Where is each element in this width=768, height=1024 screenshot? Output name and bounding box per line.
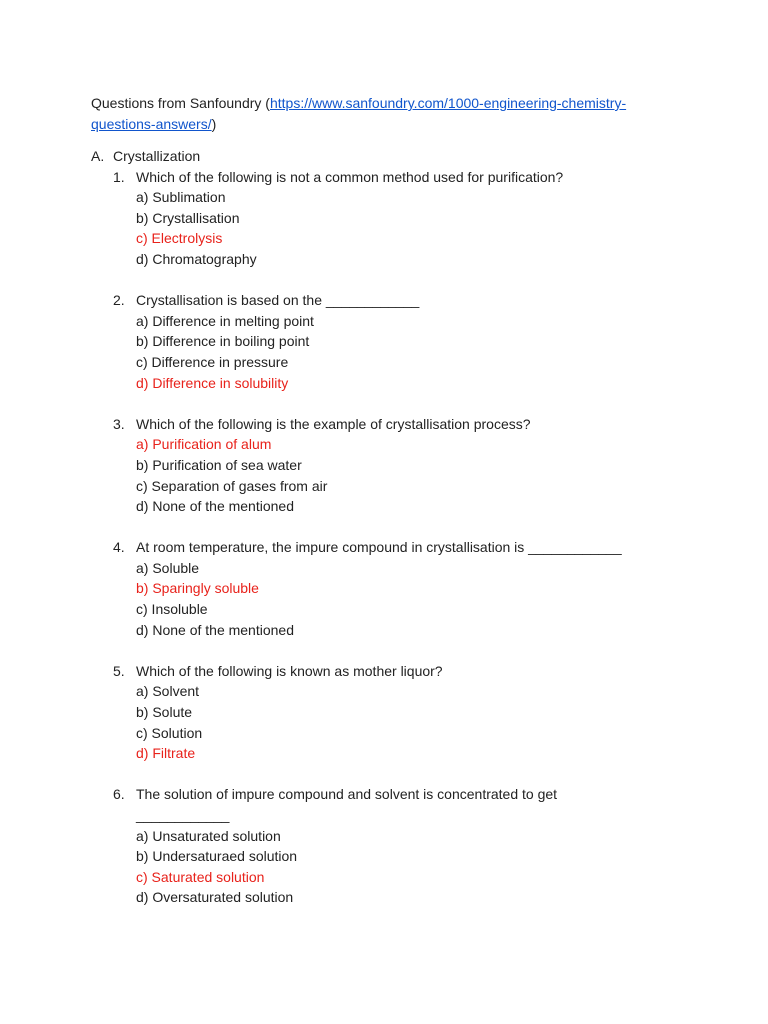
option-d: d) None of the mentioned bbox=[136, 621, 294, 638]
intro-paragraph bbox=[91, 93, 691, 134]
question-text-continued: ____________ bbox=[136, 807, 230, 823]
spacer bbox=[91, 640, 711, 661]
question-number: 3. bbox=[113, 415, 125, 432]
option-d: d) None of the mentioned bbox=[136, 498, 294, 515]
option-c-correct: c) Electrolysis bbox=[136, 230, 223, 247]
spacer bbox=[91, 764, 711, 785]
link-line-2: questions-answers/ bbox=[91, 115, 212, 132]
question-3 bbox=[91, 414, 711, 517]
question-text: Which of the following is known as mother liquor? bbox=[136, 662, 443, 679]
question-text: Which of the following is the example of crystallisation process? bbox=[136, 415, 531, 432]
option-a: a) Solvent bbox=[136, 683, 200, 700]
option-a-correct: a) Purification of alum bbox=[136, 436, 272, 453]
question-2 bbox=[91, 290, 711, 393]
question-5 bbox=[91, 661, 711, 764]
option-a: a) Soluble bbox=[136, 559, 200, 576]
question-text: Which of the following is not a common method used for purification? bbox=[136, 168, 564, 185]
question-1 bbox=[91, 167, 711, 270]
option-a: a) Sublimation bbox=[136, 189, 226, 206]
option-d-correct: d) Filtrate bbox=[136, 745, 196, 762]
section-marker: A. bbox=[91, 148, 105, 164]
section-heading bbox=[91, 146, 711, 167]
question-text: At room temperature, the impure compound in crystallisation is ____________ bbox=[136, 539, 622, 556]
spacer bbox=[91, 517, 711, 538]
option-c-correct: c) Saturated solution bbox=[136, 868, 265, 885]
intro-prefix: Questions from Sanfoundry ( bbox=[91, 95, 270, 111]
option-b: b) Solute bbox=[136, 704, 193, 721]
question-6 bbox=[91, 784, 711, 908]
question-number: 1. bbox=[113, 168, 125, 185]
option-d-correct: d) Difference in solubility bbox=[136, 374, 289, 391]
section-title: Crystallization bbox=[113, 148, 201, 164]
question-number: 4. bbox=[113, 539, 125, 556]
option-c: c) Difference in pressure bbox=[136, 353, 289, 370]
option-b: b) Crystallisation bbox=[136, 209, 240, 226]
question-text: Crystallisation is based on the ____________ bbox=[136, 292, 420, 309]
option-a: a) Unsaturated solution bbox=[136, 827, 281, 844]
question-number: 6. bbox=[113, 786, 125, 803]
option-b: b) Undersaturaed solution bbox=[136, 848, 298, 865]
option-b: b) Purification of sea water bbox=[136, 456, 302, 473]
spacer bbox=[91, 270, 711, 291]
link-line-1: https://www.sanfoundry.com/1000-engineering-chemistry- bbox=[269, 95, 627, 111]
spacer bbox=[91, 393, 711, 414]
question-4 bbox=[91, 537, 711, 640]
option-c: c) Separation of gases from air bbox=[136, 477, 328, 494]
question-number: 2. bbox=[113, 292, 125, 309]
option-c: c) Insoluble bbox=[136, 601, 208, 618]
question-number: 5. bbox=[113, 662, 125, 679]
option-a: a) Difference in melting point bbox=[136, 312, 314, 329]
option-c: c) Solution bbox=[136, 724, 203, 741]
section-crystallization bbox=[91, 146, 711, 908]
option-b-correct: b) Sparingly soluble bbox=[136, 580, 259, 597]
option-b: b) Difference in boiling point bbox=[136, 333, 310, 350]
option-d: d) Oversaturated solution bbox=[136, 889, 294, 906]
question-text: The solution of impure compound and solvent is concentrated to get bbox=[136, 786, 558, 803]
option-d: d) Chromatography bbox=[136, 250, 257, 267]
intro-suffix: ) bbox=[211, 115, 217, 132]
